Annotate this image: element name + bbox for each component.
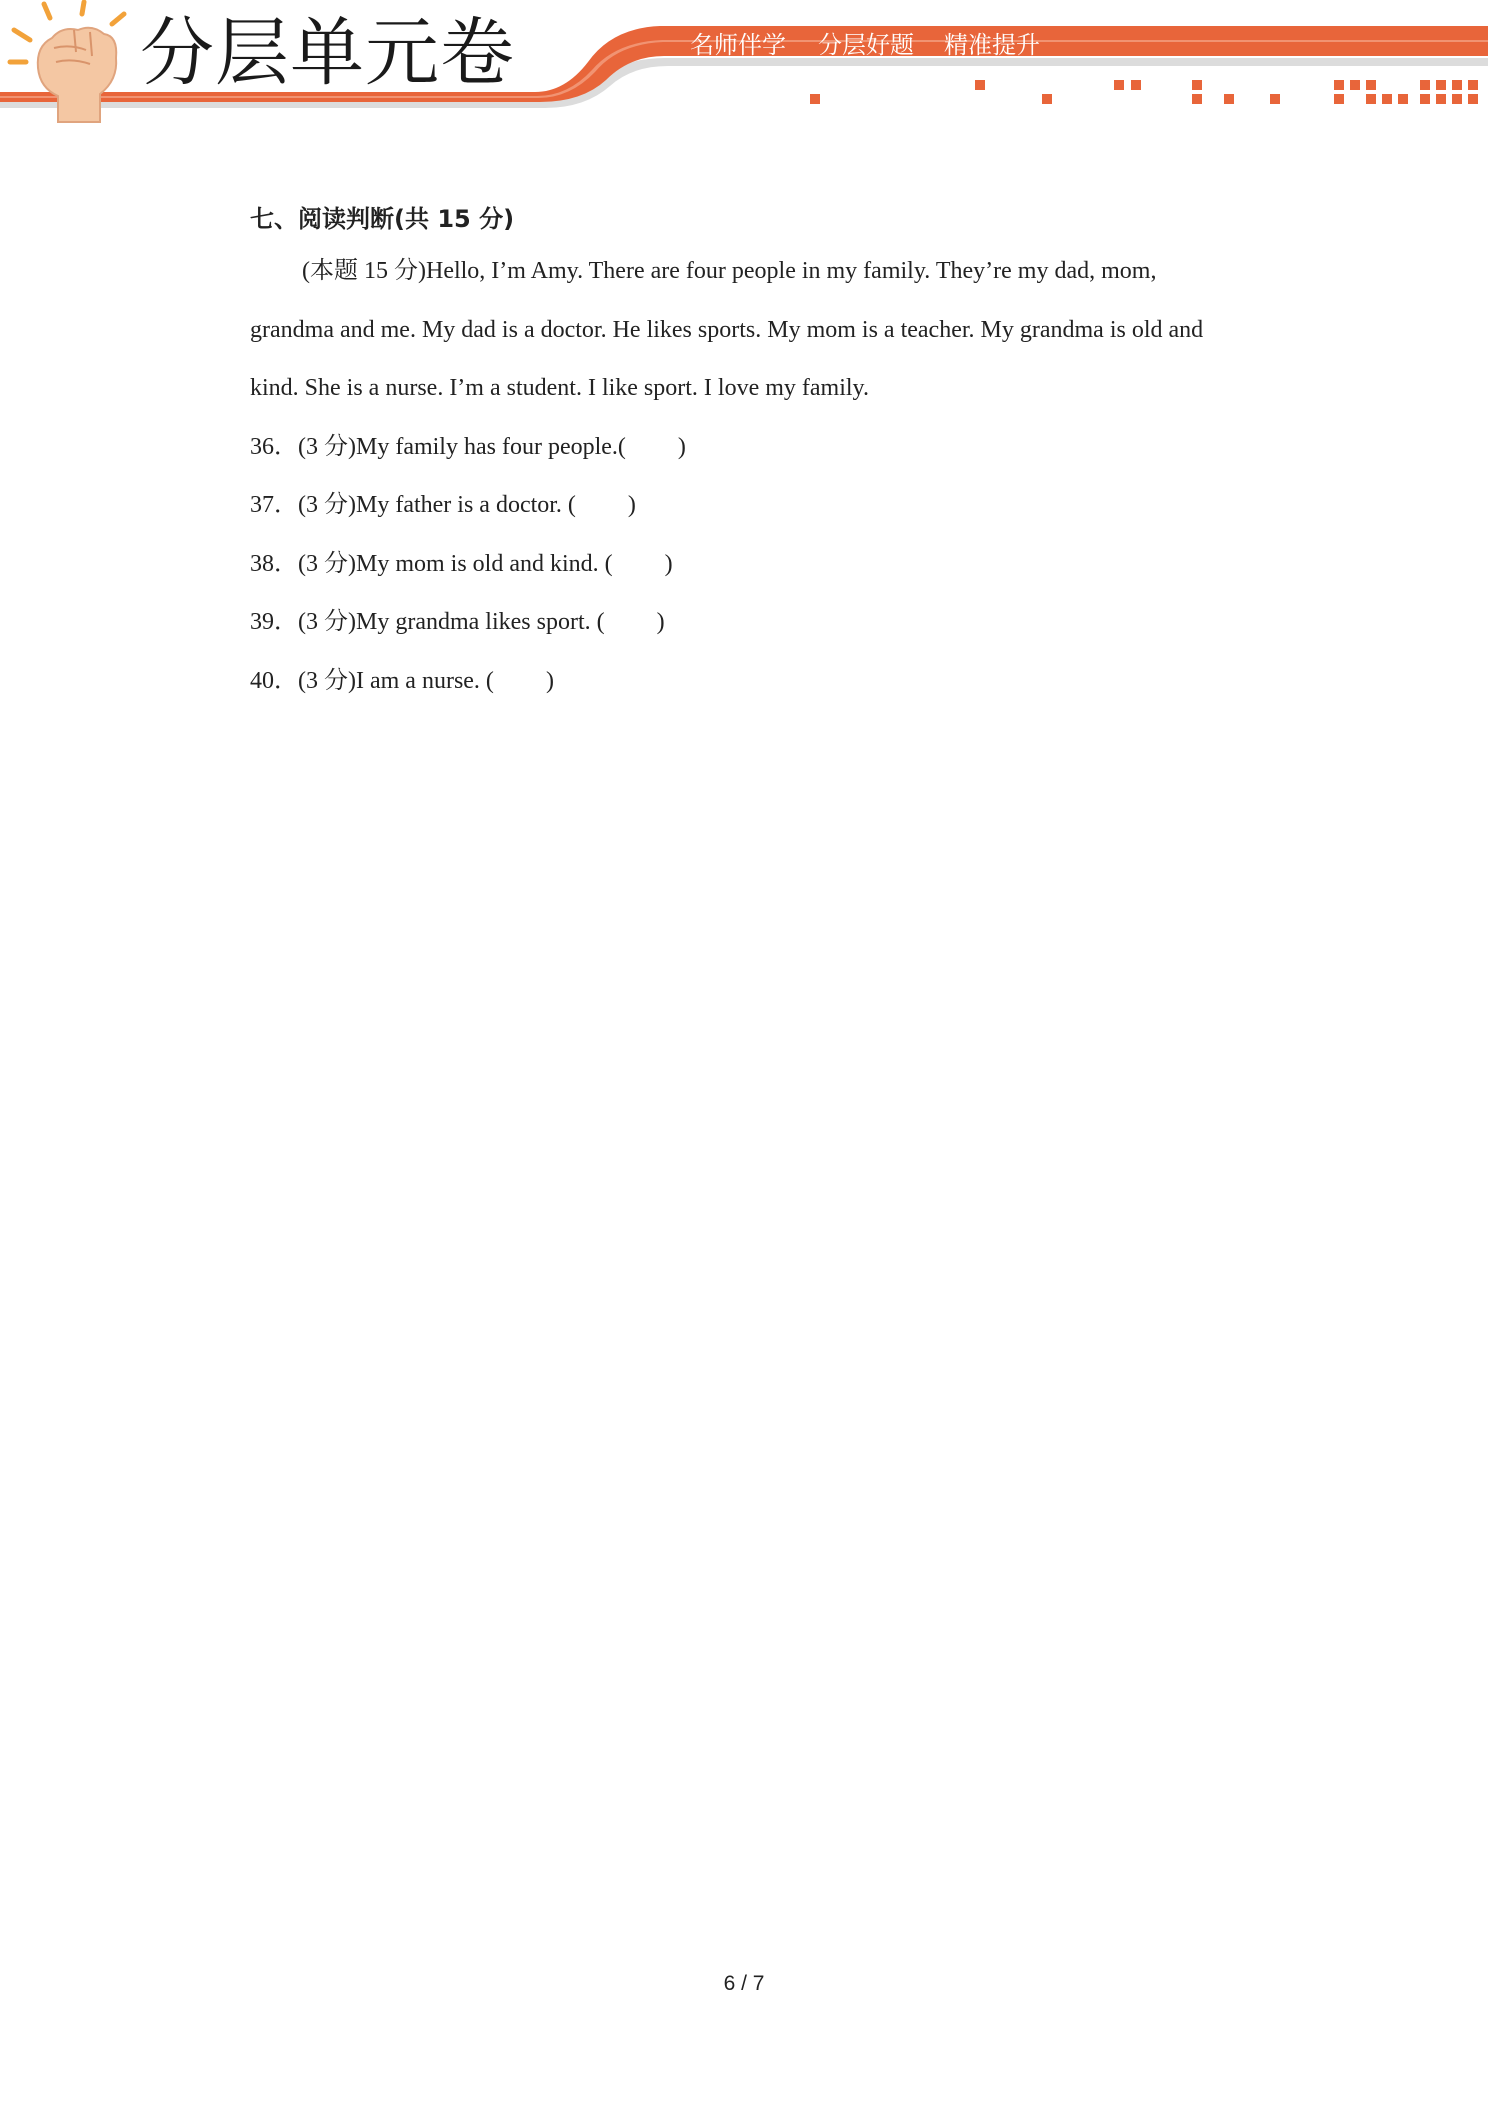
question-points: (3 分) xyxy=(298,492,356,518)
question-36 xyxy=(250,418,1250,477)
question-38 xyxy=(250,535,1250,594)
question-text: I am a nurse. ( xyxy=(355,667,494,694)
question-points: (3 分) xyxy=(298,667,356,694)
question-number: 40． xyxy=(250,667,298,694)
question-37 xyxy=(250,476,1250,535)
question-points: (3 分) xyxy=(298,433,356,460)
slogan-1: 名师伴学 xyxy=(690,31,786,59)
question-number: 39． xyxy=(250,609,298,635)
page-header xyxy=(0,0,1488,130)
question-close-paren: ) xyxy=(627,492,636,518)
question-text: My mom is old and kind. ( xyxy=(355,550,613,577)
question-close-paren: ) xyxy=(677,433,686,460)
question-number: 36． xyxy=(250,433,298,460)
question-number: 38． xyxy=(250,550,298,577)
page-content xyxy=(250,196,1250,710)
question-40 xyxy=(250,652,1250,711)
question-points: (3 分) xyxy=(298,550,356,577)
question-close-paren: ) xyxy=(656,609,665,635)
question-close-paren: ) xyxy=(664,550,673,577)
page-number: 6 / 7 xyxy=(723,1972,765,1995)
slogan-2: 分层好题 xyxy=(818,31,914,59)
question-text: My family has four people.( xyxy=(355,433,626,460)
question-text: My father is a doctor. ( xyxy=(355,492,576,518)
slogan-3: 精准提升 xyxy=(944,31,1040,59)
reading-passage: (本题 15 分)Hello, I’m Amy. There are four people in my family. They’re my dad, mom, grandma and me. My dad is a doctor. He likes sports. My mom is a teacher. My grandma is old and kind. She is a nurse. I’m a student. I like sport. I love my family. xyxy=(250,258,1204,401)
question-text: My grandma likes sport. ( xyxy=(355,609,605,635)
question-points: (3 分) xyxy=(298,609,356,635)
question-close-paren: ) xyxy=(545,667,554,694)
question-39 xyxy=(250,593,1250,652)
brand-title: 分层单元卷 xyxy=(140,10,515,96)
section-title: 七、阅读判断(共 15 分) xyxy=(250,205,515,233)
question-number: 37． xyxy=(250,492,298,518)
decorative-squares xyxy=(810,80,1478,104)
